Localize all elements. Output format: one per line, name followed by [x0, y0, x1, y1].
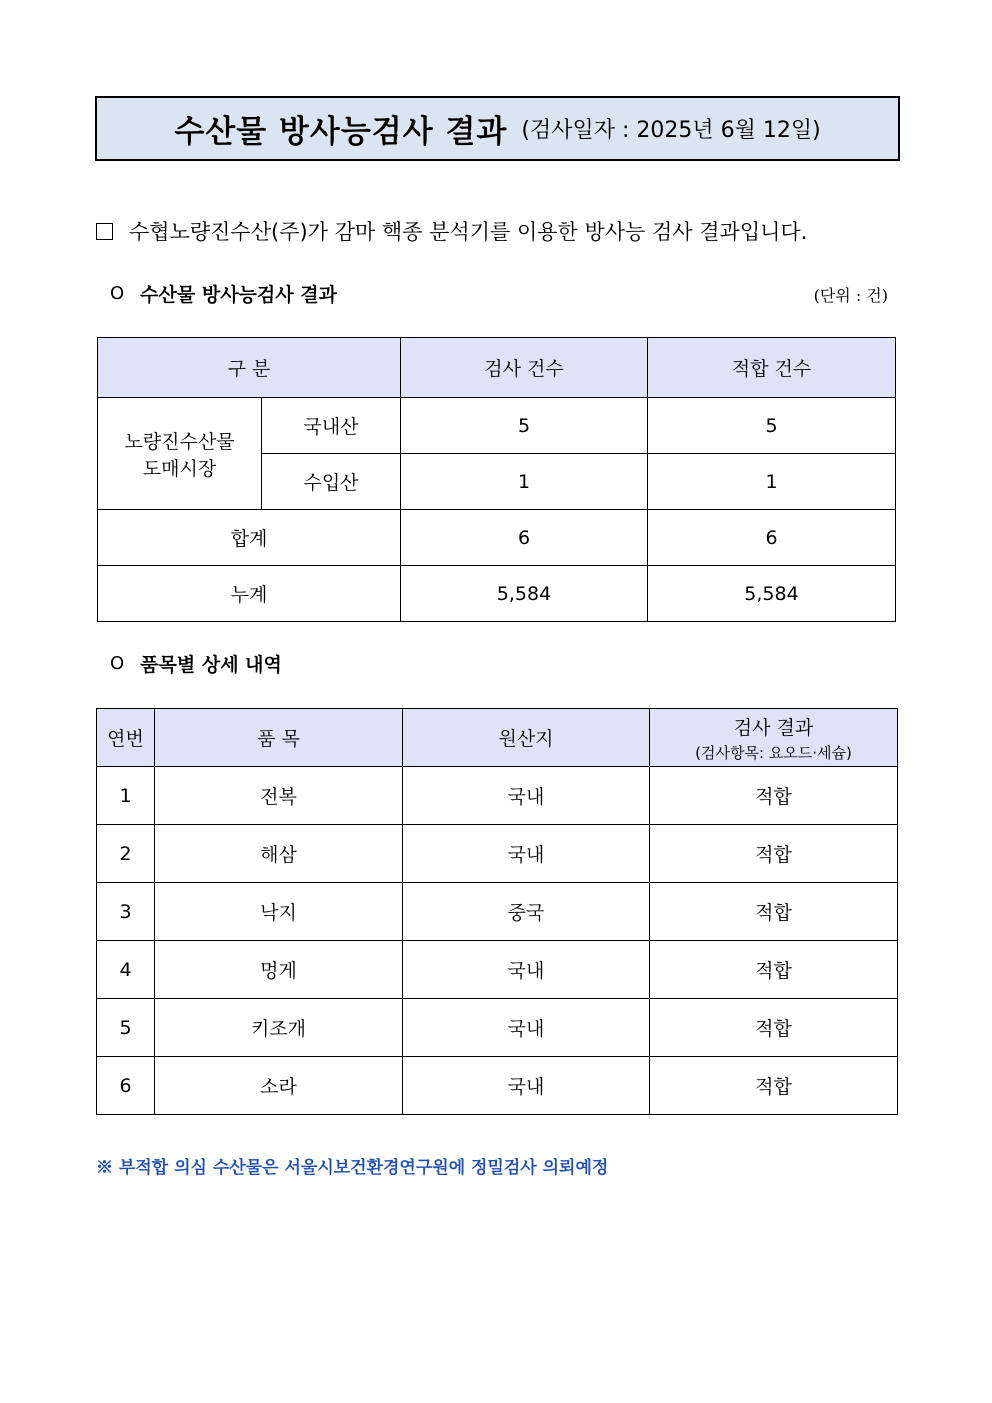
passed-count: 5	[648, 398, 896, 454]
summary-header-row	[98, 338, 896, 398]
title-box	[95, 96, 900, 161]
row-origin: 중국	[403, 883, 650, 941]
header-category: 구 분	[98, 338, 401, 398]
cumulative-tested: 5,584	[401, 566, 648, 622]
tested-count: 1	[401, 454, 648, 510]
row-origin: 국내	[403, 825, 650, 883]
section1-title: 수산물 방사능검사 결과	[140, 284, 337, 306]
group-label	[98, 398, 262, 510]
total-passed: 6	[648, 510, 896, 566]
row-result: 적합	[650, 941, 898, 999]
row-label: 수입산	[262, 454, 401, 510]
row-origin: 국내	[403, 1057, 650, 1115]
row-origin: 국내	[403, 767, 650, 825]
cumulative-passed: 5,584	[648, 566, 896, 622]
row-no: 1	[97, 767, 155, 825]
tested-count: 5	[401, 398, 648, 454]
header-item: 품 목	[155, 709, 403, 767]
group-label-line1: 노량진수산물	[124, 430, 235, 453]
row-result: 적합	[650, 767, 898, 825]
row-no: 5	[97, 999, 155, 1057]
detail-header-row	[97, 709, 898, 767]
header-result-label: 검사 결과	[733, 716, 814, 739]
table-row	[97, 883, 898, 941]
group-label-line2: 도매시장	[142, 457, 217, 480]
passed-count: 1	[648, 454, 896, 510]
summary-table	[97, 337, 896, 622]
row-item: 멍게	[155, 941, 403, 999]
table-row	[97, 1057, 898, 1115]
table-row	[98, 398, 896, 454]
table-row	[97, 941, 898, 999]
table-row	[97, 999, 898, 1057]
header-passed: 적합 건수	[648, 338, 896, 398]
section2-title: 품목별 상세 내역	[140, 654, 282, 676]
table-row	[97, 825, 898, 883]
row-result: 적합	[650, 825, 898, 883]
header-result	[650, 709, 898, 767]
header-no: 연번	[97, 709, 155, 767]
cumulative-row	[98, 566, 896, 622]
intro-line	[96, 216, 807, 246]
row-origin: 국내	[403, 999, 650, 1057]
header-origin: 원산지	[403, 709, 650, 767]
section2-heading	[110, 650, 282, 677]
row-item: 소라	[155, 1057, 403, 1115]
row-item: 키조개	[155, 999, 403, 1057]
unit-label: (단위 : 건)	[813, 286, 888, 305]
row-result: 적합	[650, 883, 898, 941]
circle-bullet-icon: O	[110, 283, 125, 304]
page-title: 수산물 방사능검사 결과	[174, 114, 508, 150]
row-no: 2	[97, 825, 155, 883]
row-no: 6	[97, 1057, 155, 1115]
header-tested: 검사 건수	[401, 338, 648, 398]
inspection-date: (검사일자 : 2025년 6월 12일)	[521, 118, 821, 143]
footnote: ※ 부적합 의심 수산물은 서울시보건환경연구원에 정밀검사 의뢰예정	[96, 1158, 609, 1178]
row-origin: 국내	[403, 941, 650, 999]
detail-table	[96, 708, 898, 1115]
total-row	[98, 510, 896, 566]
row-no: 3	[97, 883, 155, 941]
row-result: 적합	[650, 1057, 898, 1115]
row-no: 4	[97, 941, 155, 999]
circle-bullet-icon: O	[110, 653, 125, 674]
row-item: 해삼	[155, 825, 403, 883]
table-row	[97, 767, 898, 825]
row-result: 적합	[650, 999, 898, 1057]
row-item: 낙지	[155, 883, 403, 941]
header-result-sub: (검사항목: 요오드·세슘)	[695, 743, 852, 762]
checkbox-icon	[96, 223, 113, 240]
intro-text: 수협노량진수산(주)가 감마 핵종 분석기를 이용한 방사능 검사 결과입니다.	[129, 220, 808, 244]
row-item: 전복	[155, 767, 403, 825]
total-label: 합계	[98, 510, 401, 566]
total-tested: 6	[401, 510, 648, 566]
cumulative-label: 누계	[98, 566, 401, 622]
row-label: 국내산	[262, 398, 401, 454]
section1-heading	[110, 280, 337, 307]
